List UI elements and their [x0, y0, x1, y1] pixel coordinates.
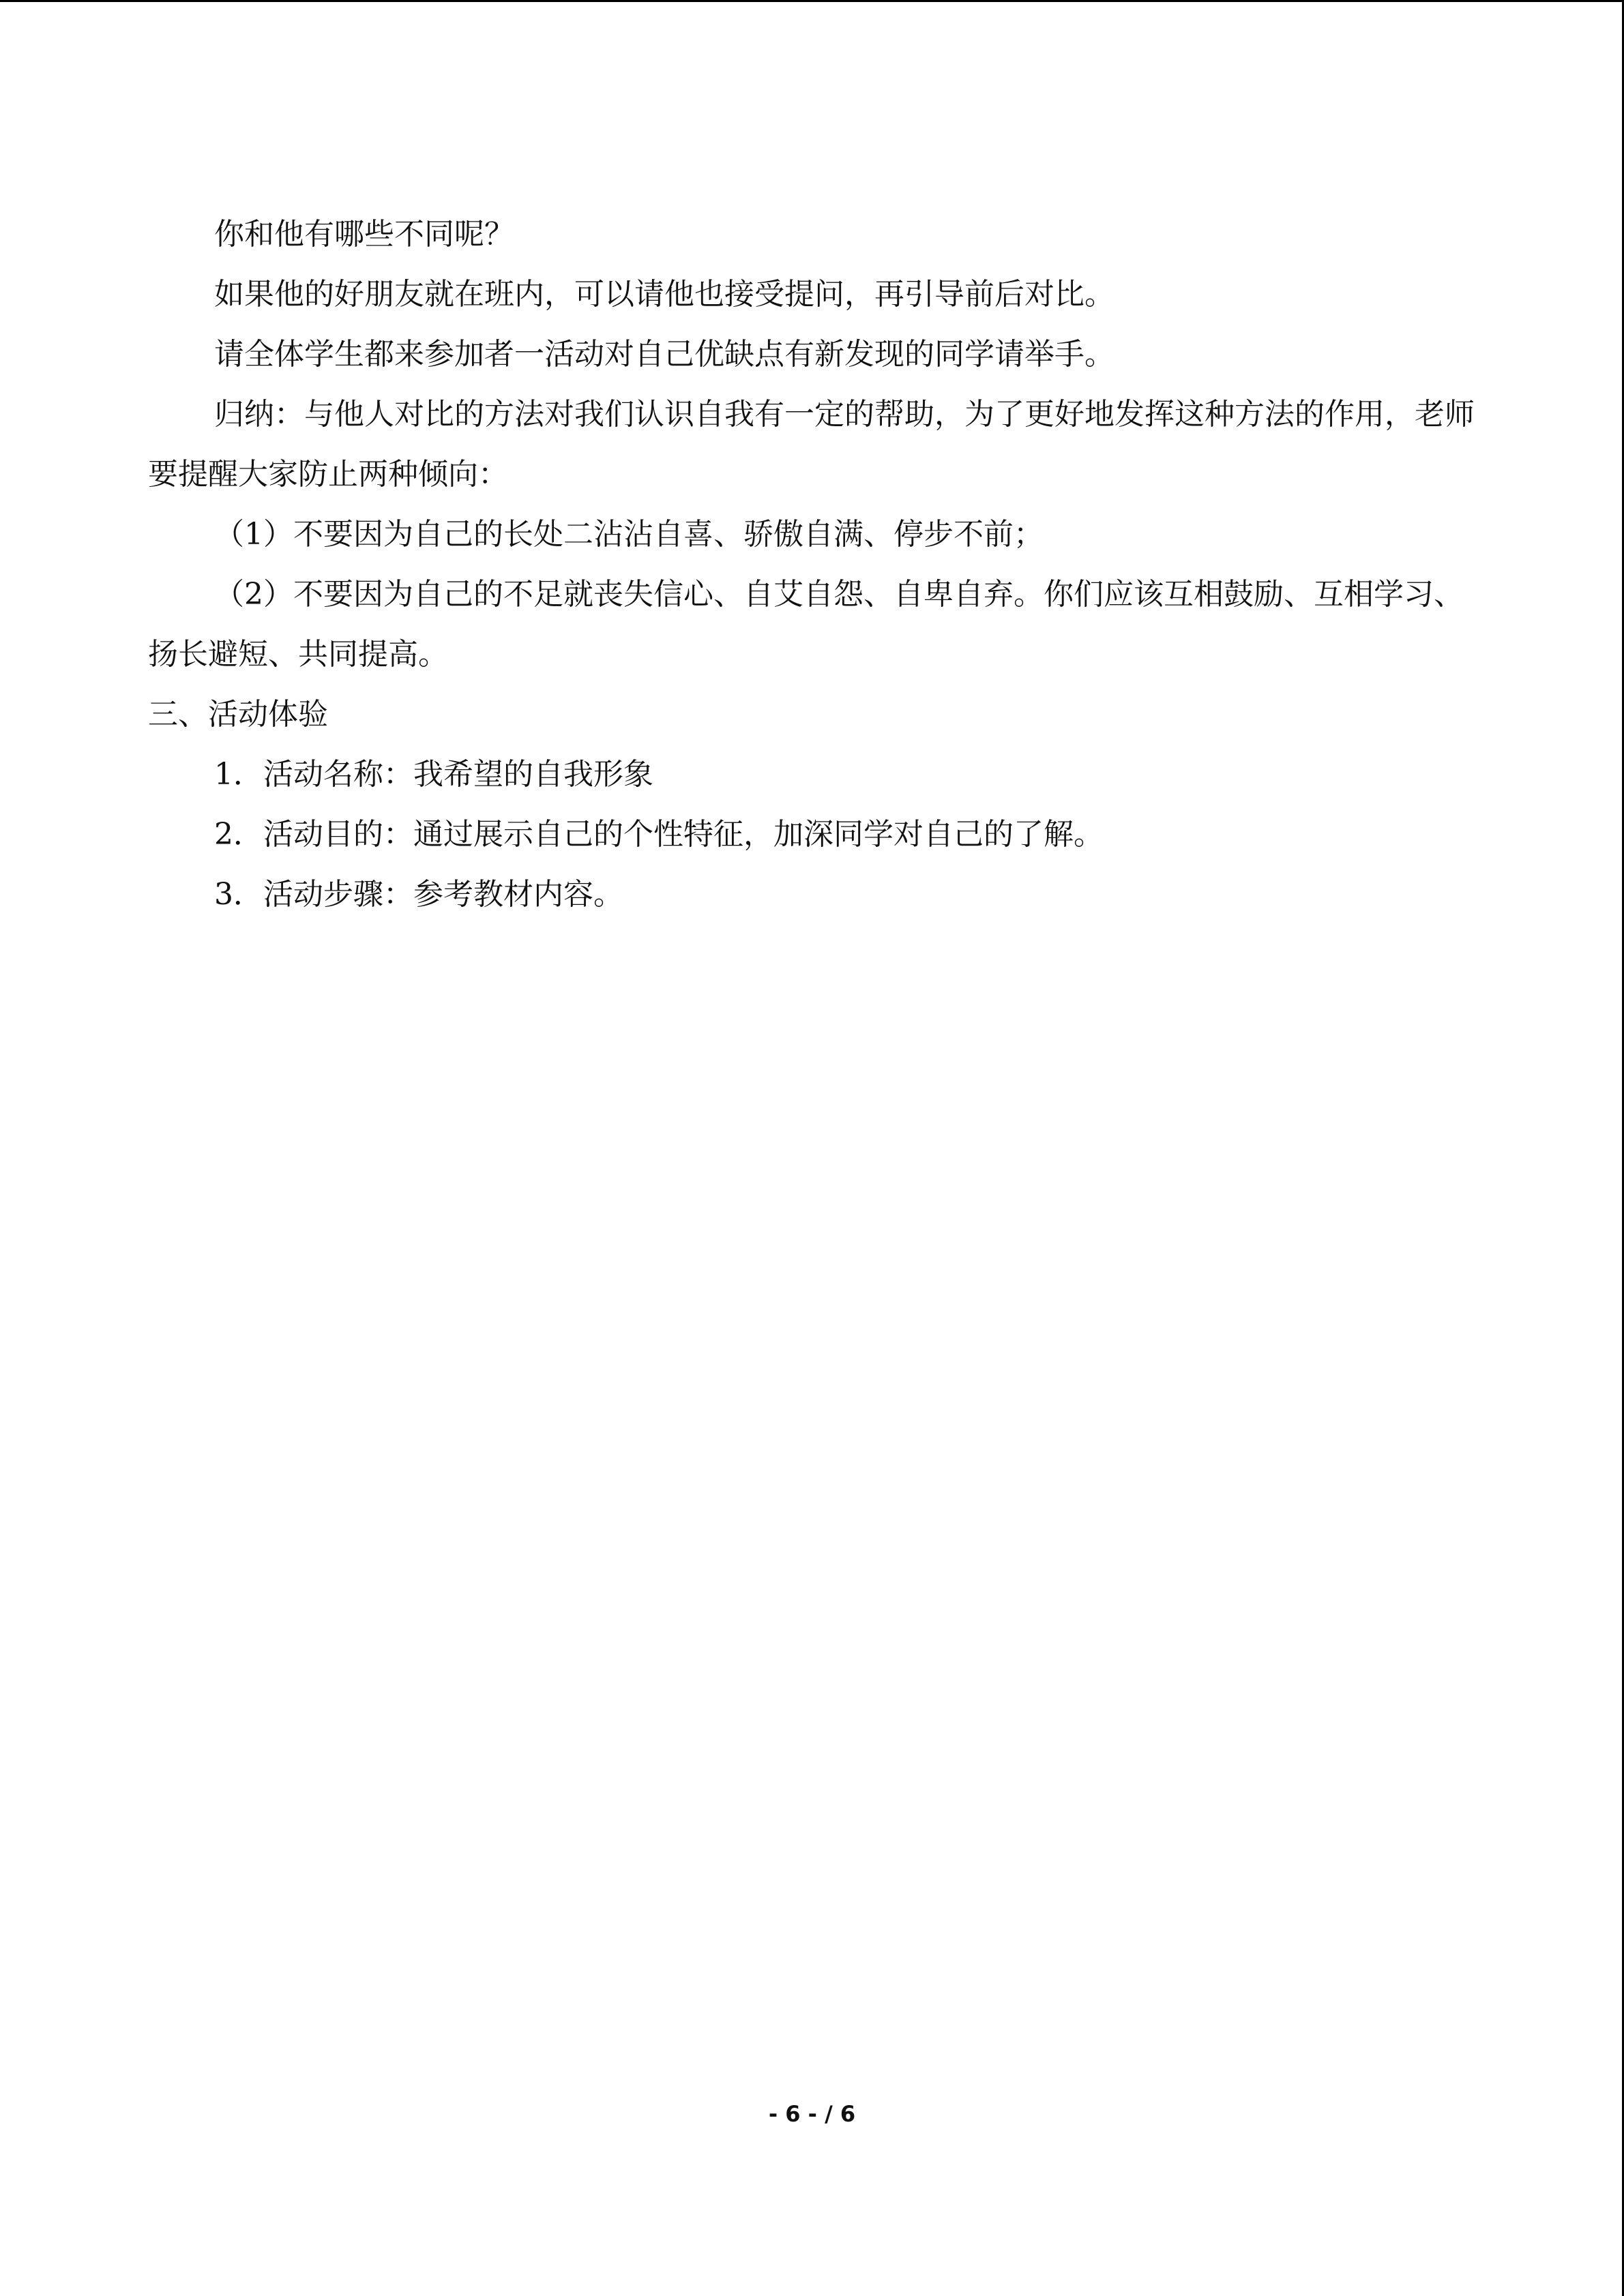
section-heading-activity: 三、活动体验: [148, 697, 328, 732]
page-top-border: [0, 0, 1624, 2]
paragraph-tendency-1: （1）不要因为自己的长处二沾沾自喜、骄傲自满、停步不前；: [214, 517, 1044, 552]
activity-purpose: 2．活动目的：通过展示自己的个性特征，加深同学对自己的了解。: [214, 817, 1104, 852]
document-body: [148, 205, 1485, 925]
paragraph-friend-compare: 如果他的好朋友就在班内，可以请他也接受提问，再引导前后对比。: [214, 277, 1114, 312]
paragraph-summary: 归纳：与他人对比的方法对我们认识自我有一定的帮助，为了更好地发挥这种方法的作用，老师要提醒大家防止两种倾向：: [148, 397, 1475, 492]
activity-name: 1．活动名称：我希望的自我形象: [214, 757, 653, 792]
paragraph-all-students: 请全体学生都来参加者一活动对自己优缺点有新发现的同学请举手。: [214, 337, 1114, 372]
paragraph-tendency-2: （2）不要因为自己的不足就丧失信心、自艾自怨、自卑自弃。你们应该互相鼓励、互相学习、扬长避短、共同提高。: [148, 577, 1464, 672]
activity-steps: 3．活动步骤：参考教材内容。: [214, 877, 623, 912]
page-number: - 6 - / 6: [768, 2101, 856, 2127]
paragraph-question: 你和他有哪些不同呢？: [214, 217, 514, 252]
